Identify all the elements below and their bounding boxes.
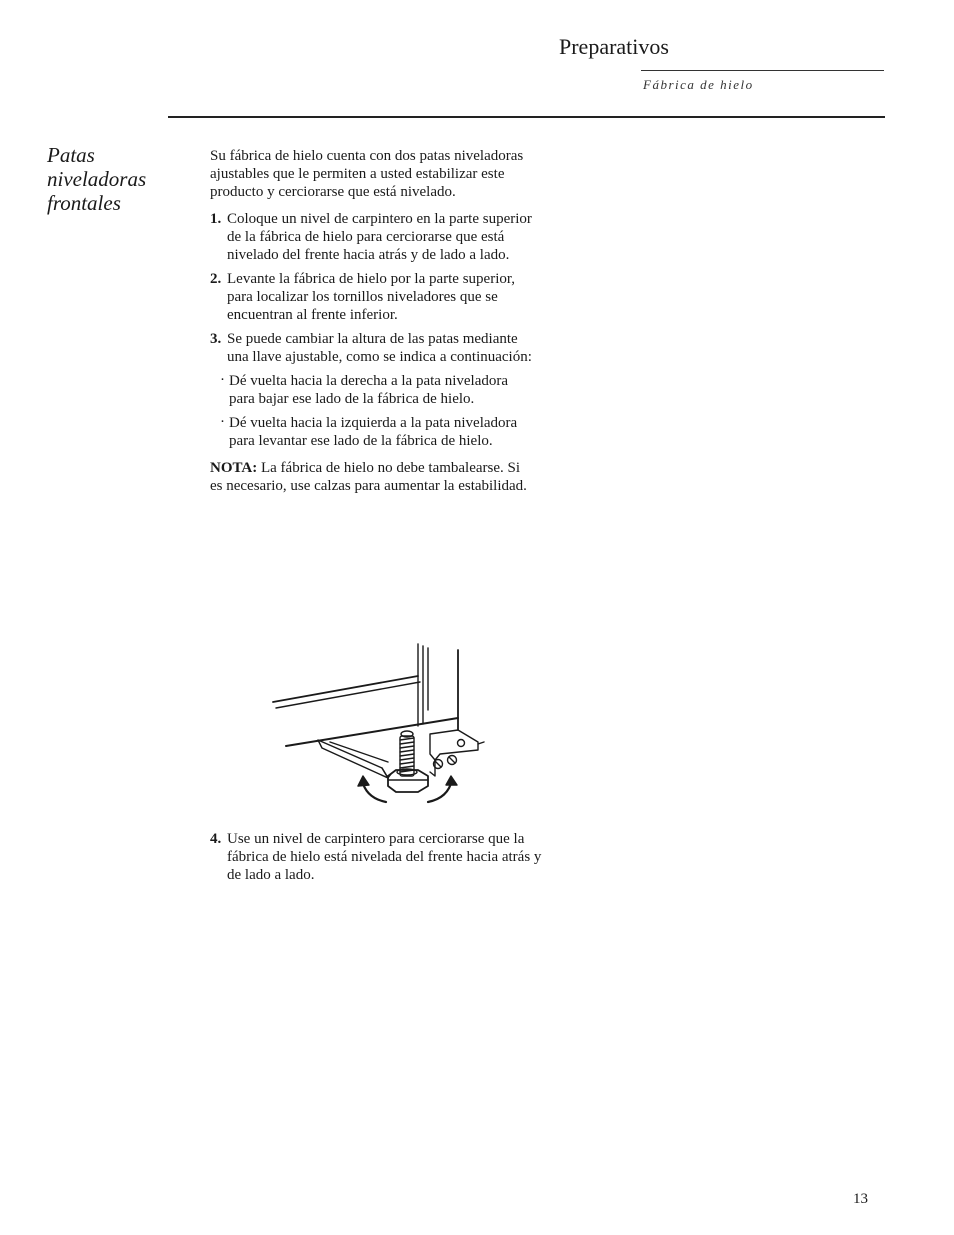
page-number: 13	[853, 1191, 868, 1207]
step-text: Levante la fábrica de hielo por la parte superior, para localizar los tornillos niveladores que se encuentran al frente inferior.	[227, 271, 516, 323]
section-title: Preparativos	[559, 34, 669, 59]
step-number: 1.	[210, 211, 222, 227]
leveling-leg-illustration	[270, 640, 485, 810]
step-item	[210, 330, 536, 366]
bullet-item	[210, 372, 536, 408]
step-number: 4.	[210, 831, 222, 847]
note-text: La fábrica de hielo no debe tambalearse. Si es necesario, use calzas para aumentar la estabilidad.	[210, 460, 527, 494]
step-text: Coloque un nivel de carpintero en la parte superior de la fábrica de hielo para cerciorarse que está nivelado del frente hacia atrás y de lado a lado.	[227, 211, 532, 263]
intro-paragraph: Su fábrica de hielo cuenta con dos patas niveladoras ajustables que le permiten a usted estabilizar este producto y cerciorarse que está nivelado.	[210, 148, 524, 200]
step-number: 3.	[210, 331, 222, 347]
bullet-text: Dé vuelta hacia la izquierda a la pata niveladora para levantar ese lado de la fábrica de hielo.	[229, 415, 518, 449]
side-heading: Patas niveladoras frontales	[47, 143, 147, 215]
note-label: NOTA:	[210, 460, 258, 476]
instructions-body	[210, 147, 536, 495]
step-item	[210, 270, 536, 324]
step-number: 2.	[210, 271, 222, 287]
step-item	[210, 210, 536, 264]
bullet-item	[210, 414, 536, 450]
section-subtitle: Fábrica de hielo	[643, 77, 754, 92]
step-text: Use un nivel de carpintero para cerciorarse que la fábrica de hielo está nivelada del frente hacia atrás y de lado a lado.	[227, 831, 542, 883]
bullet-dot: ·	[220, 414, 225, 430]
divider-rule	[168, 116, 885, 118]
bullet-text: Dé vuelta hacia la derecha a la pata niveladora para bajar ese lado de la fábrica de hielo.	[229, 373, 509, 407]
note-paragraph	[210, 459, 536, 495]
step-text: Se puede cambiar la altura de las patas mediante una llave ajustable, como se indica a continuación:	[227, 331, 532, 365]
header-rule	[641, 70, 884, 71]
bullet-dot: ·	[220, 372, 225, 388]
step-item	[210, 830, 553, 884]
